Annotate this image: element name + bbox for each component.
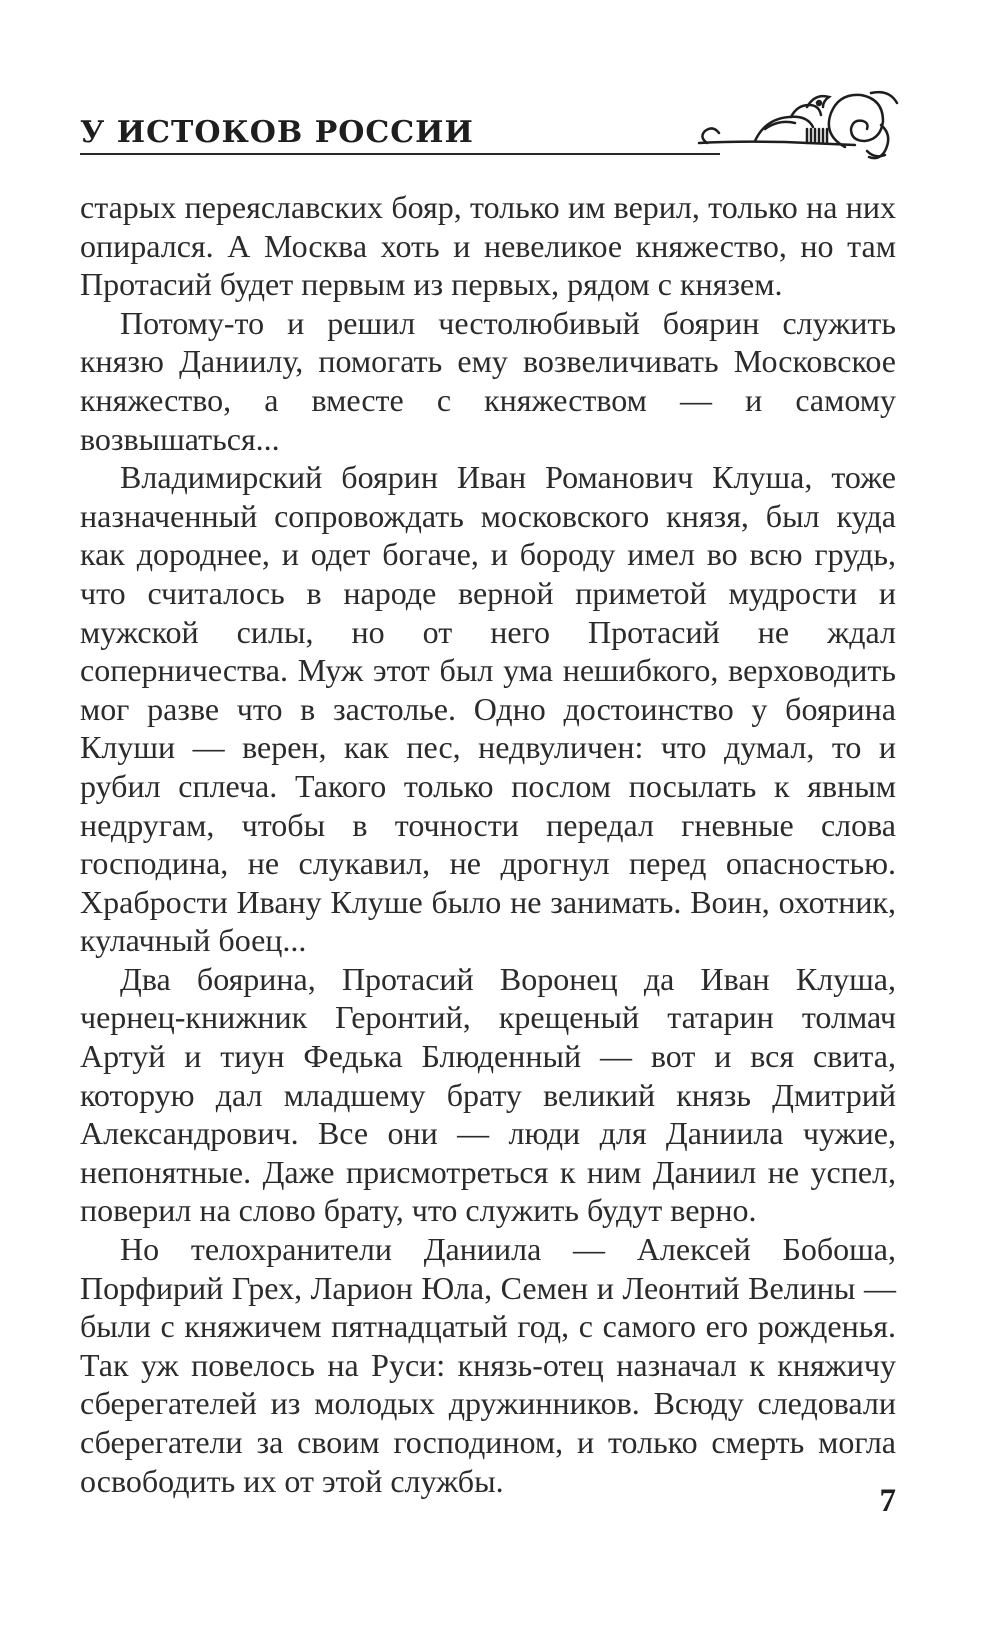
- body-text: [80, 188, 896, 1500]
- paragraph: Владимирский боярин Иван Романович Клуша, тоже назначенный сопровождать московского князя, был куда как дороднее, и одет богаче, и бороду имел во всю грудь, что считалось в народе верной приметой мудрости и мужской силы, но от него Протасий не ждал соперничества. Муж этот был ума нешибкого, верховодить мог разве что в застолье. Одно достоинство у боярина Клуши — верен, как пес, недвуличен: что думал, то и рубил сплеча. Такого только послом посылать к явным недругам, чтобы в точности передал гневные слова господина, не слукавил, не дрогнул перед опасностью. Храбрости Ивану Клуше было не занимать. Воин, охотник, кулачный боец...: [80, 459, 896, 959]
- paragraph: старых переяславских бояр, только им верил, только на них опирался. А Москва хоть и невеликое княжество, но там Протасий будет первым из первых, рядом с князем.: [80, 189, 896, 303]
- decorative-scroll-ornament-icon: [695, 85, 905, 165]
- header-rule: [80, 153, 720, 155]
- running-title: У ИСТОКОВ РОССИИ: [80, 115, 474, 150]
- page-number: 7: [879, 1483, 896, 1519]
- running-header: [80, 95, 898, 165]
- paragraph: Потому-то и решил честолюбивый боярин служить князю Даниилу, помогать ему возвеличивать Московское княжество, а вместе с княжеством — и самому возвышаться...: [80, 304, 896, 457]
- paragraph: Два боярина, Протасий Воронец да Иван Клуша, чернец-книжник Геронтий, крещеный татарин толмач Артуй и тиун Федька Блюденный — вот и вся свита, которую дал младшему брату великий князь Дмитрий Александрович. Все они — люди для Даниила чужие, непонятные. Даже присмотреться к ним Даниил не успел, поверил на слово брату, что служить будут верно.: [80, 960, 896, 1229]
- paragraph: Но телохранители Даниила — Алексей Бобоша, Порфирий Грех, Ларион Юла, Семен и Леонтий Велины — были с княжичем пятнадцатый год, с самого его рожденья. Так уж повелось на Руси: князь-отец назначал к княжичу сберегателей из молодых дружинников. Всюду следовали сберегатели за своим господином, и только смерть могла освободить их от этой службы.: [80, 1231, 896, 1499]
